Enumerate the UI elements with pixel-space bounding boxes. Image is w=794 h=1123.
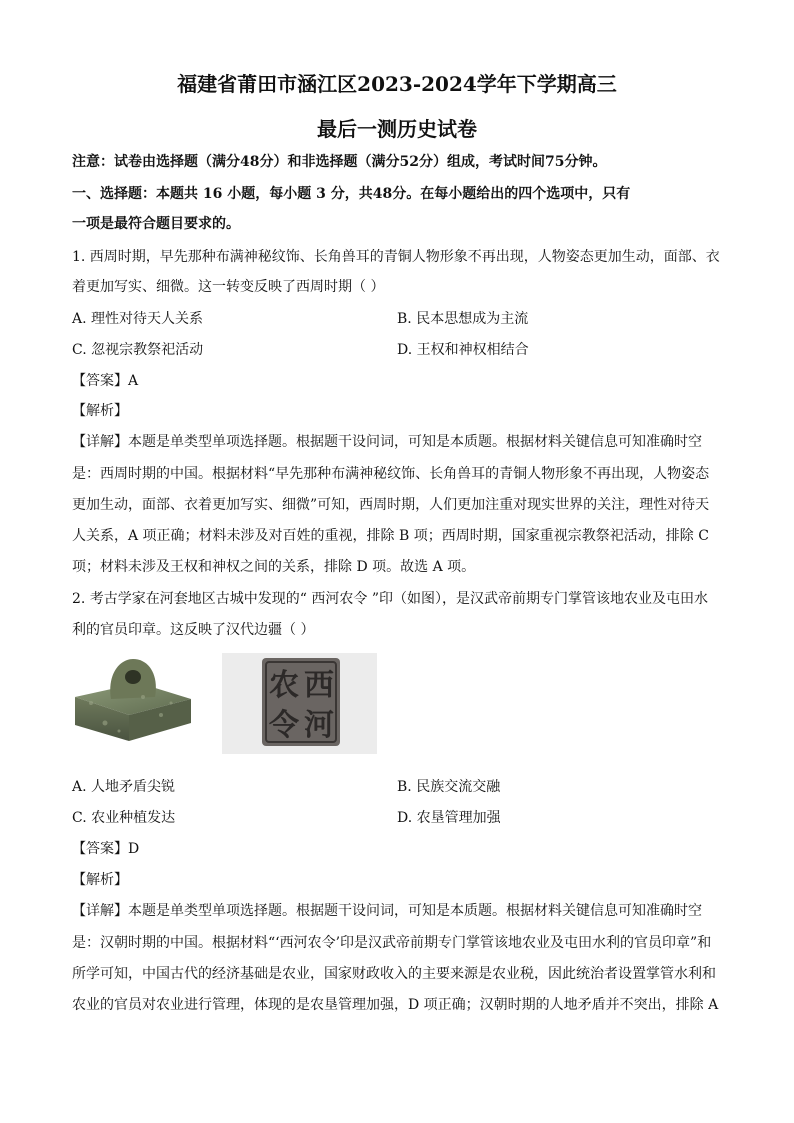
q2-stem-line1: 2. 考古学家在河套地区古城中发现的“ 西河农令 ”印（如图），是汉武帝前期专门掌管该地农业及屯田水 [72,591,709,607]
seal-char-he: 河 [304,708,334,743]
q1-stem-line1: 1. 西周时期，早先那种布满神秘纹饰、长角兽耳的青铜人物形象不再出现，人物姿态更加生动，面部、衣 [72,249,720,265]
q1-stem-line2: 着更加写实、细微。这一转变反映了西周时期（ ） [72,279,385,295]
section-instruction-line1: 一、选择题：本题共 16 小题，每小题 3 分，共48分。在每小题给出的四个选项中，只有 [72,186,631,202]
section-instruction-line2: 一项是最符合题目要求的。 [72,216,240,232]
q2-option-d: D. 农垦管理加强 [397,810,501,826]
q2-option-b: B. 民族交流交融 [397,779,501,795]
q2-stem-line2: 利的官员印章。这反映了汉代边疆（ ） [72,622,315,638]
q1-option-a: A. 理性对待天人关系 [72,311,204,327]
seal-face-image [222,653,377,754]
q1-option-d: D. 王权和神权相结合 [397,342,529,358]
bronze-seal-side-image [71,653,195,745]
q1-detail-line1: 【详解】本题是单类型单项选择题。根据题干设问词，可知是本质题。根据材料关键信息可知准确时空 [72,434,702,450]
seal-char-nong: 农 [269,668,299,703]
q2-option-a: A. 人地矛盾尖锐 [72,779,176,795]
seal-char-xi: 西 [304,668,334,703]
q1-detail-line3: 更加生动，面部、衣着更加写实、细微”可知，西周时期，人们更加注重对现实世界的关注，理性对待天 [72,497,710,513]
q1-option-b: B. 民本思想成为主流 [397,311,529,327]
q1-detail-line4: 人关系，A 项正确；材料未涉及对百姓的重视，排除 B 项；西周时期，国家重视宗教祭祀活动，排除 C [72,528,709,544]
q1-analysis-heading: 【解析】 [72,403,128,419]
q2-detail-line3: 所学可知，中国古代的经济基础是农业，国家财政收入的主要来源是农业税，因此统治者设置掌管水利和 [72,966,716,982]
q1-detail-line5: 项；材料未涉及王权和神权之间的关系，排除 D 项。故选 A 项。 [72,559,476,575]
q2-detail-line2: 是：汉朝时期的中国。根据材料“‘西河农令’印是汉武帝前期专门掌管该地农业及屯田水利的官员印章”和 [72,935,712,951]
q2-option-c: C. 农业种植发达 [72,810,176,826]
q2-analysis-heading: 【解析】 [72,872,128,888]
exam-title-line1: 福建省莆田市涵江区2023-2024学年下学期高三 [177,72,617,96]
seal-char-ling: 令 [269,708,299,743]
q1-option-c: C. 忽视宗教祭祀活动 [72,342,204,358]
exam-notice: 注意：试卷由选择题（满分48分）和非选择题（满分52分）组成，考试时间75分钟。 [72,154,607,170]
exam-title-line2: 最后一测历史试卷 [317,117,477,141]
q1-answer: 【答案】A [72,373,139,389]
q2-answer: 【答案】D [72,841,140,857]
q1-detail-line2: 是：西周时期的中国。根据材料“早先那种布满神秘纹饰、长角兽耳的青铜人物形象不再出现，人物姿态 [72,466,710,482]
q2-detail-line1: 【详解】本题是单类型单项选择题。根据题干设问词，可知是本质题。根据材料关键信息可知准确时空 [72,903,702,919]
q2-detail-line4: 农业的官员对农业进行管理，体现的是农垦管理加强，D 项正确；汉朝时期的人地矛盾并不突出，排除 A [72,997,719,1013]
